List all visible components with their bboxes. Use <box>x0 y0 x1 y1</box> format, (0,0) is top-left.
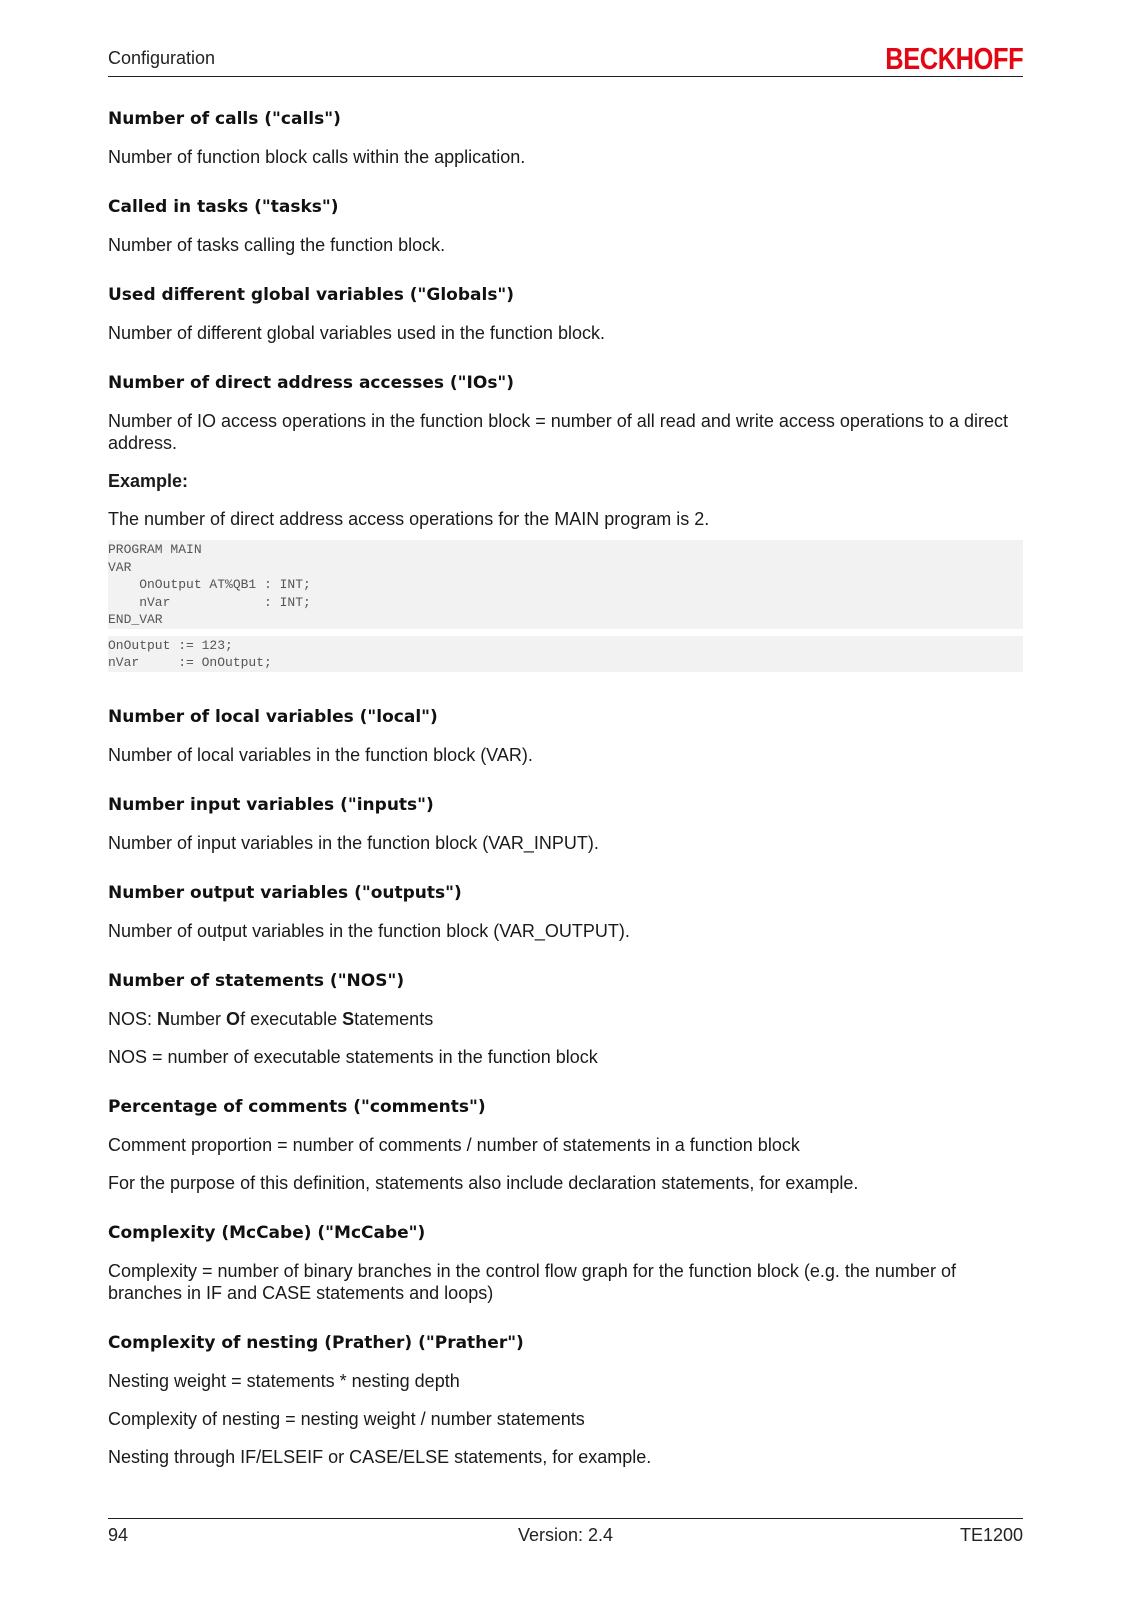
text-inputs: Number of input variables in the function block (VAR_INPUT). <box>108 832 599 853</box>
heading-comments: Percentage of comments ("comments") <box>108 1096 486 1117</box>
document-id: TE1200 <box>959 1525 1023 1545</box>
nos-f: f executable <box>240 1008 343 1029</box>
text-outputs: Number of output variables in the function block (VAR_OUTPUT). <box>108 920 630 941</box>
heading-globals: Used different global variables ("Globals") <box>108 285 515 305</box>
text-prather-note: Nesting through IF/ELSEIF or CASE/ELSE statements, for example. <box>108 1446 652 1467</box>
heading-calls: Number of calls ("calls") <box>108 109 341 129</box>
heading-tasks: Called in tasks ("tasks") <box>108 197 339 217</box>
text-comments-formula: Comment proportion = number of comments / number of statements in a function block <box>108 1134 800 1155</box>
beckhoff-logo: BECKHOFF <box>885 41 1023 76</box>
text-mccabe: Complexity = number of binary branches in the control flow graph for the function block (e.g. the number of branches in IF and CASE statements and loops) <box>108 1260 956 1303</box>
text-calls: Number of function block calls within the application. <box>108 147 526 167</box>
page-footer <box>108 1518 1023 1545</box>
page-number: 94 <box>108 1525 129 1545</box>
text-nos-formula: NOS = number of executable statements in the function block <box>108 1046 598 1067</box>
page-header <box>108 41 1023 77</box>
nos-letter-s: S <box>342 1008 355 1029</box>
nos-tatements: tatements <box>354 1008 434 1029</box>
nos-umber: umber <box>170 1008 227 1029</box>
heading-nos: Number of statements ("NOS") <box>108 970 405 991</box>
heading-inputs: Number input variables ("inputs") <box>108 794 434 815</box>
heading-local: Number of local variables ("local") <box>108 706 438 727</box>
nos-letter-n: N <box>157 1008 171 1029</box>
example-label: Example: <box>108 471 189 491</box>
version-label: Version: 2.4 <box>517 1525 614 1545</box>
example-text: The number of direct address access operations for the MAIN program is 2. <box>108 509 710 529</box>
text-local: Number of local variables in the function block (VAR). <box>108 744 533 765</box>
nos-prefix: NOS: <box>108 1008 158 1029</box>
text-prather-complexity: Complexity of nesting = nesting weight / number statements <box>108 1408 585 1429</box>
text-prather-weight: Nesting weight = statements * nesting depth <box>108 1370 460 1391</box>
heading-prather: Complexity of nesting (Prather) ("Prather") <box>108 1332 524 1353</box>
text-nos-definition <box>108 1008 1023 1030</box>
section-title: Configuration <box>108 48 216 68</box>
nos-letter-o: O <box>226 1008 241 1029</box>
heading-mccabe: Complexity (McCabe) ("McCabe") <box>108 1222 426 1243</box>
heading-outputs: Number output variables ("outputs") <box>108 882 462 903</box>
text-tasks: Number of tasks calling the function block. <box>108 235 446 255</box>
text-comments-note: For the purpose of this definition, statements also include declaration statements, for example. <box>108 1172 859 1193</box>
code-block-implementation: OnOutput := 123; nVar := OnOutput; <box>108 636 1023 672</box>
text-ios: Number of IO access operations in the function block = number of all read and write access operations to a direct address. <box>108 411 1008 453</box>
heading-ios: Number of direct address accesses ("IOs") <box>108 373 515 393</box>
code-block-declaration: PROGRAM MAIN VAR OnOutput AT%QB1 : INT; nVar : INT; END_VAR <box>108 540 1023 629</box>
page-content <box>108 108 1023 1484</box>
text-globals: Number of different global variables used in the function block. <box>108 323 605 343</box>
